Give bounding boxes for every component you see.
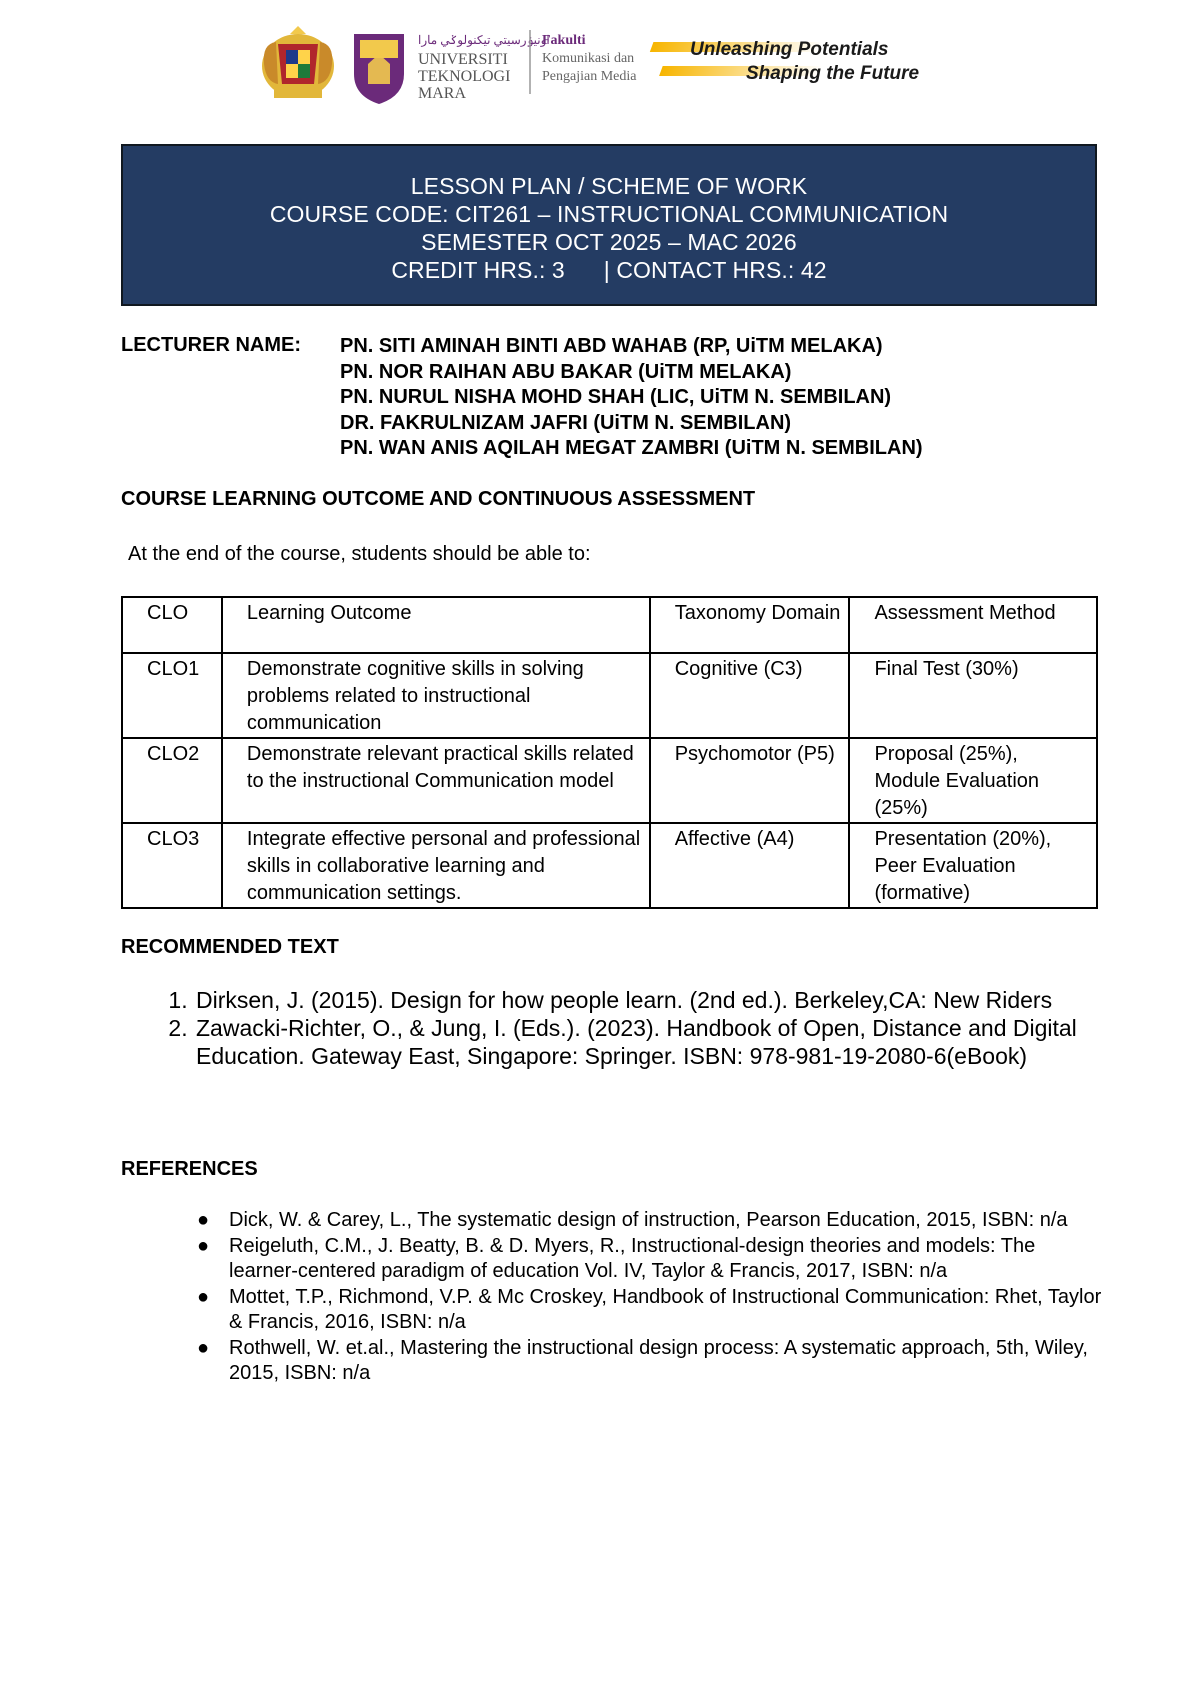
bullet-icon: ● (196, 1285, 210, 1308)
cell-domain: Psychomotor (P5) (650, 738, 850, 823)
tagline-logo (650, 39, 920, 84)
lecturer-name: PN. SITI AMINAH BINTI ABD WAHAB (RP, UiTM MELAKA) (340, 335, 883, 357)
bullet-icon: ● (196, 1336, 210, 1359)
uitm-line-2: TEKNOLOGI (418, 68, 511, 85)
title-banner (121, 144, 1097, 306)
tagline-line-1: Unleashing Potentials (690, 39, 889, 60)
clo-heading: COURSE LEARNING OUTCOME AND CONTINUOUS ASSESSMENT (121, 488, 756, 510)
cell-assessment: Proposal (25%), Module Evaluation (25%) (849, 738, 1097, 823)
cell-outcome: Demonstrate relevant practical skills related to the instructional Communication model (222, 738, 650, 823)
title-line-1: LESSON PLAN / SCHEME OF WORK (410, 173, 808, 199)
svg-text:اونيۏرسيتي تيكنولوݢي مارا: اونيۏرسيتي تيكنولوݢي مارا (418, 33, 550, 47)
reference-text: Dick, W. & Carey, L., The systematic design of instruction, Pearson Education, 2015, ISBN: n/a (229, 1209, 1068, 1231)
references-heading: REFERENCES (121, 1158, 258, 1180)
header-cell-assessment: Assessment Method (849, 597, 1097, 653)
cell-clo: CLO2 (122, 738, 222, 823)
title-line-course-code: COURSE CODE: CIT261 – INSTRUCTIONAL COMMUNICATION (269, 201, 949, 227)
title-line-hours: CREDIT HRS.: 3 | CONTACT HRS.: 42 (391, 257, 827, 283)
list-item (196, 1285, 1109, 1336)
clo-intro: At the end of the course, students should be able to: (128, 543, 591, 565)
recommended-list (156, 986, 1094, 1070)
lecturer-names (340, 334, 923, 462)
reference-text: Reigeluth, C.M., J. Beatty, B. & D. Myers, R., Instructional-design theories and models: The learner-centered paradigm of education Vol. IV, Taylor & Francis, 2017, ISBN: n/a (229, 1234, 1036, 1282)
faculty-line-3: Pengajian Media (542, 69, 637, 84)
header-cell-clo: CLO (122, 597, 222, 653)
header-logo-bar (258, 24, 978, 104)
lecturer-name: PN. NURUL NISHA MOHD SHAH (LIC, UiTM N. SEMBILAN) (340, 386, 892, 408)
list-item (196, 1234, 1109, 1285)
cell-domain: Affective (A4) (650, 823, 850, 908)
reference-text: Mottet, T.P., Richmond, V.P. & Mc Croskey, Handbook of Instructional Communication: Rhet, Taylor & Francis, 2016, ISBN: n/a (229, 1285, 1102, 1333)
cell-clo: CLO3 (122, 823, 222, 908)
bullet-icon: ● (196, 1209, 210, 1231)
cell-assessment: Final Test (30%) (849, 653, 1097, 738)
reference-text: Rothwell, W. et.al., Mastering the instructional design process: A systematic approach, 5th, Wiley, 2015, ISBN: n/a (229, 1336, 1088, 1384)
uitm-shield-logo (354, 34, 404, 104)
references-list (193, 1208, 1109, 1387)
table-row (122, 823, 1097, 908)
tagline-line-2: Shaping the Future (746, 63, 920, 84)
table-header-row (122, 597, 1097, 653)
cell-outcome: Demonstrate cognitive skills in solving problems related to instructional communication (222, 653, 650, 738)
list-item: 1. Dirksen, J. (2015). Design for how people learn. (2nd ed.). Berkeley,CA: New Riders (194, 986, 1094, 1014)
lecturer-name: PN. NOR RAIHAN ABU BAKAR (UiTM MELAKA) (340, 360, 792, 383)
uitm-line-3: MARA (418, 85, 467, 102)
cell-outcome: Integrate effective personal and professional skills in collaborative learning and communication settings. (222, 823, 650, 908)
cell-clo: CLO1 (122, 653, 222, 738)
list-item (196, 1336, 1109, 1387)
title-line-semester: SEMESTER OCT 2025 – MAC 2026 (421, 229, 797, 255)
table-row (122, 738, 1097, 823)
table-row (122, 653, 1097, 738)
faculty-name-text (542, 33, 637, 84)
bullet-icon: ● (196, 1234, 210, 1257)
header-cell-domain: Taxonomy Domain (650, 597, 850, 653)
coat-of-arms-logo (262, 26, 334, 98)
clo-table (121, 596, 1098, 909)
list-item (196, 1208, 1109, 1234)
uitm-line-1: UNIVERSITI (418, 51, 508, 68)
header-cell-outcome: Learning Outcome (222, 597, 650, 653)
list-item: 2. Zawacki-Richter, O., & Jung, I. (Eds.). (2023). Handbook of Open, Distance and Digital Education. Gateway East, Singapore: Springer. ISBN: 978-981-19-2080-6(eBook) (194, 1014, 1094, 1070)
lecturer-name: PN. WAN ANIS AQILAH MEGAT ZAMBRI (UiTM N. SEMBILAN) (340, 437, 923, 459)
faculty-line-1: Fakulti (542, 33, 586, 48)
lecturer-label: LECTURER NAME: (121, 334, 301, 356)
recommended-heading: RECOMMENDED TEXT (121, 936, 339, 958)
cell-domain: Cognitive (C3) (650, 653, 850, 738)
cell-assessment: Presentation (20%), Peer Evaluation (formative) (849, 823, 1097, 908)
faculty-line-2: Komunikasi dan (542, 51, 635, 66)
lecturer-name: DR. FAKRULNIZAM JAFRI (UiTM N. SEMBILAN) (340, 411, 792, 434)
